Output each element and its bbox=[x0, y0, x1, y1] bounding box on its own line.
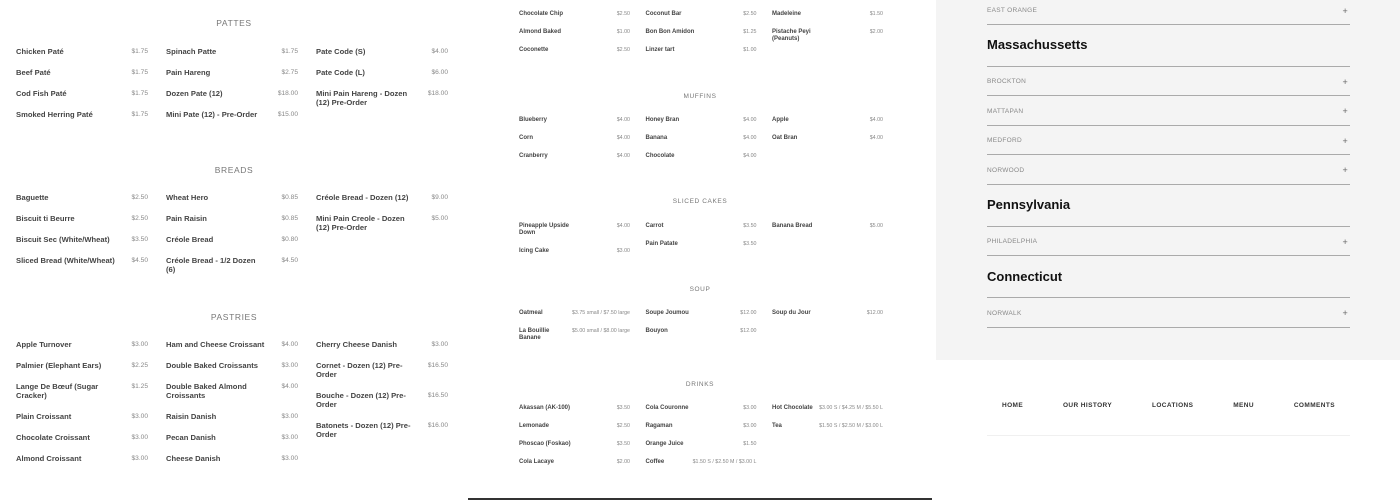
menu-item bbox=[16, 47, 148, 56]
menu-item bbox=[166, 110, 298, 119]
item-name: Smoked Herring Paté bbox=[16, 110, 93, 119]
menu-item bbox=[166, 193, 298, 202]
item-price: $3.00 bbox=[131, 413, 148, 420]
menu-item bbox=[646, 405, 757, 412]
menu-item bbox=[316, 47, 448, 56]
item-price: $3.00 bbox=[131, 434, 148, 441]
menu-column bbox=[16, 47, 148, 131]
item-price: $3.50 bbox=[616, 405, 630, 411]
item-name: Batonets - Dozen (12) Pre-Order bbox=[316, 421, 411, 439]
menu-column bbox=[519, 11, 630, 65]
item-name: Chocolate Croissant bbox=[16, 433, 90, 442]
item-price: $1.50 bbox=[869, 11, 883, 17]
location-row-philadelphia[interactable] bbox=[987, 227, 1350, 257]
item-name: Coconette bbox=[519, 47, 549, 53]
plus-icon[interactable]: + bbox=[1342, 106, 1348, 117]
item-name: Almond Baked bbox=[519, 29, 562, 35]
menu-item bbox=[166, 433, 298, 442]
item-name: Carrot bbox=[645, 223, 664, 229]
item-price: $1.75 bbox=[281, 48, 298, 55]
plus-icon[interactable]: + bbox=[1342, 236, 1348, 247]
menu-section-grid bbox=[519, 223, 899, 266]
location-row-east-orange[interactable] bbox=[987, 0, 1350, 25]
item-price: $4.00 bbox=[616, 135, 630, 141]
plus-icon[interactable]: + bbox=[1342, 165, 1348, 176]
section-title: PATTES bbox=[216, 18, 252, 28]
item-price: $2.50 bbox=[616, 423, 630, 429]
item-name: Palmier (Elephant Ears) bbox=[16, 361, 102, 370]
menu-column bbox=[519, 117, 630, 171]
menu-column bbox=[519, 310, 630, 353]
menu-item bbox=[646, 135, 757, 142]
item-price: $2.50 bbox=[616, 47, 630, 53]
item-price: $3.00 S / $4.25 M / $5.50 L bbox=[819, 405, 883, 411]
item-price: $0.80 bbox=[281, 236, 298, 243]
menu-column bbox=[772, 405, 883, 477]
item-price: $4.00 bbox=[431, 48, 448, 55]
menu-item bbox=[16, 454, 148, 463]
menu-item bbox=[646, 241, 757, 248]
item-name: Mini Pain Creole - Dozen (12) Pre-Order bbox=[316, 214, 405, 232]
menu-section-grid bbox=[519, 310, 899, 353]
menu-item bbox=[646, 47, 757, 54]
menu-item bbox=[166, 382, 298, 400]
item-price: $3.00 bbox=[281, 455, 298, 462]
menu-item bbox=[166, 256, 298, 274]
item-name: Cola Lacaye bbox=[519, 459, 555, 465]
state-heading: Connecticut bbox=[987, 256, 1350, 298]
item-price: $3.00 bbox=[431, 341, 448, 348]
item-name: Honey Bran bbox=[645, 117, 680, 123]
menu-column bbox=[646, 11, 757, 65]
location-name: NORWALK bbox=[987, 309, 1022, 317]
menu-item bbox=[646, 441, 757, 448]
item-name: Almond Croissant bbox=[16, 454, 82, 463]
location-row-medford[interactable] bbox=[987, 126, 1350, 156]
item-price: $2.50 bbox=[616, 11, 630, 17]
item-name: Ragaman bbox=[645, 423, 673, 429]
menu-item bbox=[16, 412, 148, 421]
item-price: $4.00 bbox=[743, 135, 757, 141]
item-name: Baguette bbox=[16, 193, 49, 202]
menu-column bbox=[772, 310, 883, 353]
item-name: Ham and Cheese Croissant bbox=[166, 340, 265, 349]
section-title: BREADS bbox=[214, 165, 254, 175]
menu-item bbox=[772, 117, 883, 124]
menu-column bbox=[166, 47, 298, 131]
menu-item bbox=[16, 361, 148, 370]
item-price: $1.00 bbox=[616, 29, 630, 35]
item-price: $2.00 bbox=[616, 459, 630, 465]
location-name: NORWOOD bbox=[987, 166, 1025, 174]
menu-item bbox=[772, 405, 883, 412]
menu-item bbox=[519, 11, 630, 18]
item-name: Soup du Jour bbox=[772, 310, 811, 316]
item-name: Pecan Danish bbox=[166, 433, 216, 442]
menu-column bbox=[772, 117, 883, 171]
menu-item bbox=[316, 391, 448, 409]
item-name: Chocolate Chip bbox=[519, 11, 564, 17]
item-price: $4.00 bbox=[743, 153, 757, 159]
location-row-norwalk[interactable] bbox=[987, 298, 1350, 328]
nav-link-our-history[interactable]: OUR HISTORY bbox=[1062, 402, 1113, 409]
plus-icon[interactable]: + bbox=[1342, 308, 1348, 319]
item-name: Spinach Patte bbox=[166, 47, 217, 56]
item-price: $1.50 bbox=[743, 441, 757, 447]
menu-column bbox=[646, 310, 757, 353]
section-title: SLICED CAKES bbox=[672, 198, 728, 205]
item-price: $18.00 bbox=[427, 90, 448, 97]
plus-icon[interactable]: + bbox=[1342, 5, 1348, 16]
item-price: $5.00 bbox=[431, 215, 448, 222]
menu-item bbox=[519, 459, 630, 466]
menu-item bbox=[772, 223, 883, 230]
item-name: Chicken Paté bbox=[16, 47, 64, 56]
item-name: Coffee bbox=[645, 459, 665, 465]
menu-column bbox=[16, 193, 148, 286]
section-title: PASTRIES bbox=[210, 312, 258, 322]
menu-item bbox=[519, 135, 630, 142]
item-price: $1.00 bbox=[743, 47, 757, 53]
location-row-mattapan[interactable] bbox=[987, 96, 1350, 126]
item-price: $16.00 bbox=[427, 422, 448, 429]
item-price: $4.50 bbox=[281, 257, 298, 264]
item-name: Apple bbox=[772, 117, 789, 123]
menu-item bbox=[16, 382, 148, 400]
item-price: $3.00 bbox=[616, 248, 630, 254]
item-price: $1.50 S / $2.50 M / $3.00 L bbox=[692, 459, 757, 465]
state-heading: Pennsylvania bbox=[987, 185, 1350, 227]
menu-item bbox=[16, 433, 148, 442]
menu-item bbox=[316, 421, 448, 439]
item-price: $1.50 S / $2.50 M / $3.00 L bbox=[819, 423, 883, 429]
item-price: $4.00 bbox=[616, 117, 630, 123]
menu-section-grid bbox=[519, 11, 899, 65]
menu-column bbox=[646, 405, 757, 477]
item-name: Biscuit Sec (White/Wheat) bbox=[16, 235, 110, 244]
menu-item bbox=[519, 310, 630, 317]
location-row-brockton[interactable] bbox=[987, 67, 1350, 97]
item-name: Pate Code (S) bbox=[316, 47, 366, 56]
item-price: $2.25 bbox=[131, 362, 148, 369]
menu-item bbox=[519, 423, 630, 430]
menu-section-grid bbox=[16, 340, 466, 475]
menu-item bbox=[519, 47, 630, 54]
item-name: Mini Pain Hareng - Dozen (12) Pre-Order bbox=[316, 89, 408, 107]
item-name: Raisin Danish bbox=[166, 412, 217, 421]
locations-accordion bbox=[987, 0, 1350, 328]
item-name: Banana bbox=[645, 135, 668, 141]
item-name: Orange Juice bbox=[645, 441, 684, 447]
nav-link-home[interactable]: HOME bbox=[1002, 402, 1024, 409]
location-name: BROCKTON bbox=[987, 78, 1027, 86]
menu-section-grid bbox=[519, 405, 899, 477]
item-name: Coconut Bar bbox=[645, 11, 682, 17]
item-price: $4.00 bbox=[743, 117, 757, 123]
item-name: Oatmeal bbox=[519, 310, 543, 316]
item-price: $5.00 small / $8.00 large bbox=[571, 328, 630, 334]
menu-panel-middle bbox=[468, 0, 932, 500]
menu-item bbox=[646, 117, 757, 124]
location-name: MEDFORD bbox=[987, 137, 1022, 145]
item-name: Phoscao (Foskao) bbox=[519, 441, 571, 447]
section-title: SOUP bbox=[689, 286, 711, 293]
item-price: $3.50 bbox=[743, 223, 757, 229]
item-name: Cheese Danish bbox=[166, 454, 221, 463]
item-name: Soupe Joumou bbox=[645, 310, 689, 316]
item-price: $4.00 bbox=[281, 341, 298, 348]
menu-item bbox=[16, 89, 148, 98]
menu-item bbox=[519, 441, 630, 448]
item-name: Créole Bread - Dozen (12) bbox=[316, 193, 409, 202]
item-price: $4.50 bbox=[131, 257, 148, 264]
menu-column bbox=[166, 193, 298, 286]
menu-column bbox=[646, 223, 757, 266]
menu-item bbox=[16, 256, 148, 265]
item-price: $16.50 bbox=[427, 362, 448, 369]
menu-item bbox=[166, 340, 298, 349]
menu-item bbox=[166, 454, 298, 463]
nav-link-comments[interactable]: COMMENTS bbox=[1293, 402, 1335, 409]
item-name: Pain Raisin bbox=[166, 214, 207, 223]
item-price: $3.00 bbox=[281, 434, 298, 441]
menu-item bbox=[646, 328, 757, 335]
item-price: $1.25 bbox=[743, 29, 757, 35]
menu-section-grid bbox=[16, 47, 466, 131]
location-name: MATTAPAN bbox=[987, 107, 1024, 115]
menu-item bbox=[16, 235, 148, 244]
item-name: Biscuit ti Beurre bbox=[16, 214, 75, 223]
item-name: La Bouillie Banane bbox=[519, 328, 550, 341]
state-heading: Massachussetts bbox=[987, 25, 1350, 67]
item-price: $12.00 bbox=[866, 310, 883, 316]
item-name: Bouyon bbox=[645, 328, 668, 334]
item-name: Oat Bran bbox=[772, 135, 798, 141]
item-name: Créole Bread - 1/2 Dozen (6) bbox=[166, 256, 256, 274]
item-price: $2.50 bbox=[131, 215, 148, 222]
item-name: Blueberry bbox=[519, 117, 548, 123]
footer-nav bbox=[987, 398, 1350, 436]
item-price: $0.85 bbox=[281, 215, 298, 222]
menu-column bbox=[519, 223, 630, 266]
menu-item bbox=[166, 235, 298, 244]
item-name: Beef Paté bbox=[16, 68, 51, 77]
location-name: PHILADELPHIA bbox=[987, 238, 1038, 246]
item-price: $1.25 bbox=[131, 383, 148, 390]
item-price: $4.00 bbox=[616, 153, 630, 159]
item-name: Tea bbox=[772, 423, 782, 429]
menu-item bbox=[166, 412, 298, 421]
item-name: Pistache Peyi (Peanuts) bbox=[772, 29, 811, 42]
item-price: $4.00 bbox=[869, 135, 883, 141]
menu-column bbox=[166, 340, 298, 475]
menu-item bbox=[16, 214, 148, 223]
item-price: $1.75 bbox=[131, 90, 148, 97]
menu-item bbox=[316, 361, 448, 379]
item-price: $3.50 bbox=[616, 441, 630, 447]
item-price: $0.85 bbox=[281, 194, 298, 201]
menu-item bbox=[519, 248, 630, 255]
item-name: Linzer tart bbox=[645, 47, 675, 53]
item-name: Pate Code (L) bbox=[316, 68, 365, 77]
menu-item bbox=[519, 328, 630, 342]
item-name: Mini Pate (12) - Pre-Order bbox=[166, 110, 258, 119]
item-price: $18.00 bbox=[277, 90, 298, 97]
menu-item bbox=[519, 29, 630, 36]
menu-item bbox=[519, 405, 630, 412]
item-name: Cod Fish Paté bbox=[16, 89, 67, 98]
item-name: Lange De Bœuf (Sugar Cracker) bbox=[16, 382, 99, 400]
item-name: Madeleine bbox=[772, 11, 802, 17]
menu-column bbox=[316, 193, 448, 286]
item-name: Icing Cake bbox=[519, 248, 550, 254]
item-name: Cranberry bbox=[519, 153, 548, 159]
item-price: $2.00 bbox=[869, 29, 883, 35]
menu-column bbox=[519, 405, 630, 477]
menu-item bbox=[772, 11, 883, 18]
location-row-norwood[interactable] bbox=[987, 155, 1350, 185]
menu-item bbox=[166, 214, 298, 223]
menu-item bbox=[166, 361, 298, 370]
item-name: Sliced Bread (White/Wheat) bbox=[16, 256, 115, 265]
menu-item bbox=[519, 153, 630, 160]
item-price: $3.50 bbox=[131, 236, 148, 243]
menu-item bbox=[646, 11, 757, 18]
item-name: Banana Bread bbox=[772, 223, 813, 229]
menu-item bbox=[772, 29, 883, 43]
menu-item bbox=[646, 29, 757, 36]
item-name: Akassan (AK-100) bbox=[519, 405, 571, 411]
menu-item bbox=[646, 459, 757, 466]
menu-column bbox=[772, 223, 883, 266]
item-price: $3.00 bbox=[743, 405, 757, 411]
item-name: Pineapple Upside Down bbox=[519, 223, 570, 236]
item-price: $12.00 bbox=[740, 310, 757, 316]
item-name: Bon Bon Amidon bbox=[645, 29, 695, 35]
item-price: $12.00 bbox=[740, 328, 757, 334]
item-name: Plain Croissant bbox=[16, 412, 72, 421]
item-name: Cola Couronne bbox=[645, 405, 689, 411]
item-name: Wheat Hero bbox=[166, 193, 209, 202]
item-name: Double Baked Croissants bbox=[166, 361, 258, 370]
item-price: $2.50 bbox=[131, 194, 148, 201]
item-name: Dozen Pate (12) bbox=[166, 89, 223, 98]
item-price: $4.00 bbox=[869, 117, 883, 123]
menu-item bbox=[519, 223, 630, 237]
item-name: Chocolate bbox=[645, 153, 675, 159]
section-title: DRINKS bbox=[685, 381, 715, 388]
menu-item bbox=[646, 153, 757, 160]
location-name: EAST ORANGE bbox=[987, 7, 1038, 15]
menu-column bbox=[16, 340, 148, 475]
menu-column bbox=[772, 11, 883, 65]
menu-item bbox=[772, 310, 883, 317]
menu-column bbox=[316, 47, 448, 131]
item-price: $3.00 bbox=[131, 341, 148, 348]
menu-section-grid bbox=[16, 193, 466, 286]
item-price: $3.00 bbox=[743, 423, 757, 429]
item-name: Corn bbox=[519, 135, 533, 141]
item-name: Double Baked Almond Croissants bbox=[166, 382, 247, 400]
menu-item bbox=[166, 89, 298, 98]
menu-item bbox=[316, 214, 448, 232]
menu-item bbox=[316, 340, 448, 349]
item-name: Créole Bread bbox=[166, 235, 214, 244]
menu-item bbox=[772, 423, 883, 430]
item-price: $3.75 small / $7.50 large bbox=[571, 310, 630, 316]
item-price: $4.00 bbox=[616, 223, 630, 229]
menu-item bbox=[166, 68, 298, 77]
item-name: Cherry Cheese Danish bbox=[316, 340, 398, 349]
menu-section-grid bbox=[519, 117, 899, 171]
menu-item bbox=[16, 340, 148, 349]
menu-item bbox=[166, 47, 298, 56]
locations-panel bbox=[936, 0, 1400, 500]
nav-link-locations[interactable]: LOCATIONS bbox=[1151, 402, 1194, 409]
item-name: Lemonade bbox=[519, 423, 550, 429]
menu-item bbox=[646, 223, 757, 230]
item-price: $1.75 bbox=[131, 111, 148, 118]
item-name: Cornet - Dozen (12) Pre-Order bbox=[316, 361, 403, 379]
item-price: $3.50 bbox=[743, 241, 757, 247]
item-price: $3.00 bbox=[281, 362, 298, 369]
menu-item bbox=[316, 89, 448, 107]
item-price: $4.00 bbox=[281, 383, 298, 390]
nav-link-menu[interactable]: MENU bbox=[1233, 402, 1254, 409]
menu-item bbox=[646, 310, 757, 317]
item-name: Hot Chocolate bbox=[772, 405, 813, 411]
menu-column bbox=[646, 117, 757, 171]
item-name: Pain Hareng bbox=[166, 68, 211, 77]
item-price: $3.00 bbox=[281, 413, 298, 420]
item-price: $3.00 bbox=[131, 455, 148, 462]
menu-item bbox=[316, 68, 448, 77]
menu-item bbox=[16, 110, 148, 119]
item-price: $15.00 bbox=[277, 111, 298, 118]
plus-icon[interactable]: + bbox=[1342, 76, 1348, 87]
plus-icon[interactable]: + bbox=[1342, 135, 1348, 146]
item-price: $1.75 bbox=[131, 48, 148, 55]
menu-item bbox=[316, 193, 448, 202]
menu-panel-left bbox=[0, 0, 468, 500]
menu-item bbox=[519, 117, 630, 124]
item-price: $2.50 bbox=[743, 11, 757, 17]
item-price: $16.50 bbox=[427, 392, 448, 399]
item-name: Bouche - Dozen (12) Pre-Order bbox=[316, 391, 406, 409]
menu-column bbox=[316, 340, 448, 475]
item-name: Apple Turnover bbox=[16, 340, 72, 349]
item-name: Pain Patate bbox=[645, 241, 678, 247]
menu-item bbox=[772, 135, 883, 142]
menu-item bbox=[16, 68, 148, 77]
item-price: $5.00 bbox=[869, 223, 883, 229]
item-price: $6.00 bbox=[431, 69, 448, 76]
menu-item bbox=[646, 423, 757, 430]
menu-item bbox=[16, 193, 148, 202]
item-price: $1.75 bbox=[131, 69, 148, 76]
item-price: $9.00 bbox=[431, 194, 448, 201]
section-title: MUFFINS bbox=[683, 93, 717, 100]
item-price: $2.75 bbox=[281, 69, 298, 76]
